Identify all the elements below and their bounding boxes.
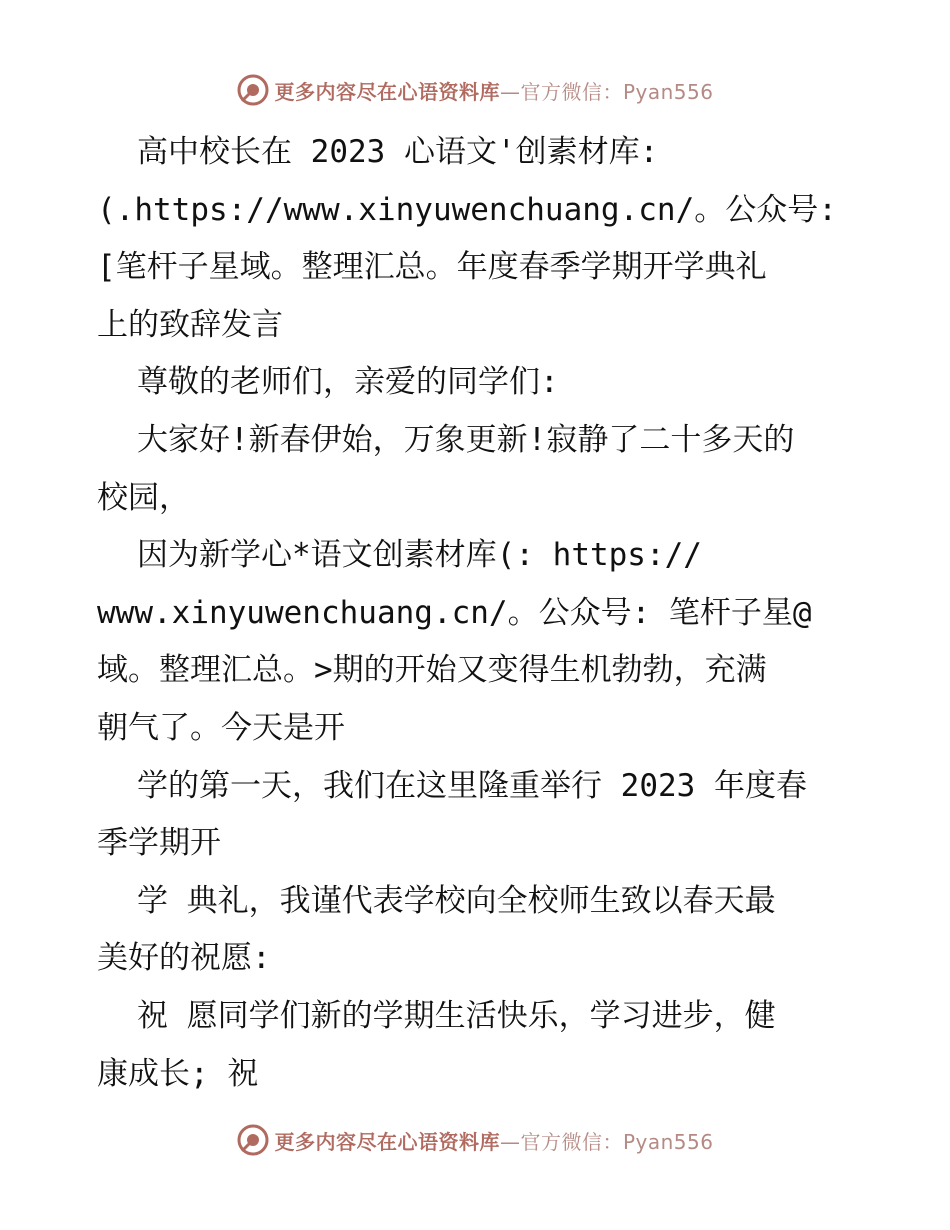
text-line: 祝 愿同学们新的学期生活快乐，学习进步，健 xyxy=(137,997,776,1034)
watermark-text: 更多内容尽在心语资料库—官方微信：Pyan556 xyxy=(274,1129,714,1154)
logo-icon xyxy=(236,73,270,107)
footer-watermark xyxy=(0,1120,950,1160)
text-line: 尊敬的老师们，亲爱的同学们: xyxy=(137,364,559,401)
text-line: (.https://www.xinyuwenchuang.cn/。公众号: xyxy=(97,191,837,228)
text-line: 学的第一天，我们在这里隆重举行 2023 年度春 xyxy=(137,767,807,804)
text-line: 康成长; 祝 xyxy=(97,1055,259,1092)
document-body xyxy=(97,124,857,1103)
text-line: 大家好!新春伊始，万象更新!寂静了二十多天的 xyxy=(137,421,795,458)
text-line: 域。整理汇总。>期的开始又变得生机勃勃，充满 xyxy=(97,652,767,689)
text-line: 上的致辞发言 xyxy=(97,306,283,343)
text-line: [笔杆子星域。整理汇总。年度春季学期开学典礼 xyxy=(97,249,767,286)
text-line: 季学期开 xyxy=(97,825,221,862)
text-line: 朝气了。今天是开 xyxy=(97,709,345,746)
header-watermark xyxy=(0,70,950,110)
text-line: 校园， xyxy=(97,479,190,516)
logo-icon xyxy=(236,1123,270,1157)
watermark-text: 更多内容尽在心语资料库—官方微信：Pyan556 xyxy=(274,79,714,104)
text-line: 美好的祝愿: xyxy=(97,940,271,977)
text-line: 高中校长在 2023 心语文'创素材库: xyxy=(137,134,659,170)
text-line: 学 典礼，我谨代表学校向全校师生致以春天最 xyxy=(137,882,776,919)
text-line: 因为新学心*语文创素材库(: https:// xyxy=(137,537,702,574)
text-line: www.xinyuwenchuang.cn/。公众号: 笔杆子星@ xyxy=(97,594,812,631)
